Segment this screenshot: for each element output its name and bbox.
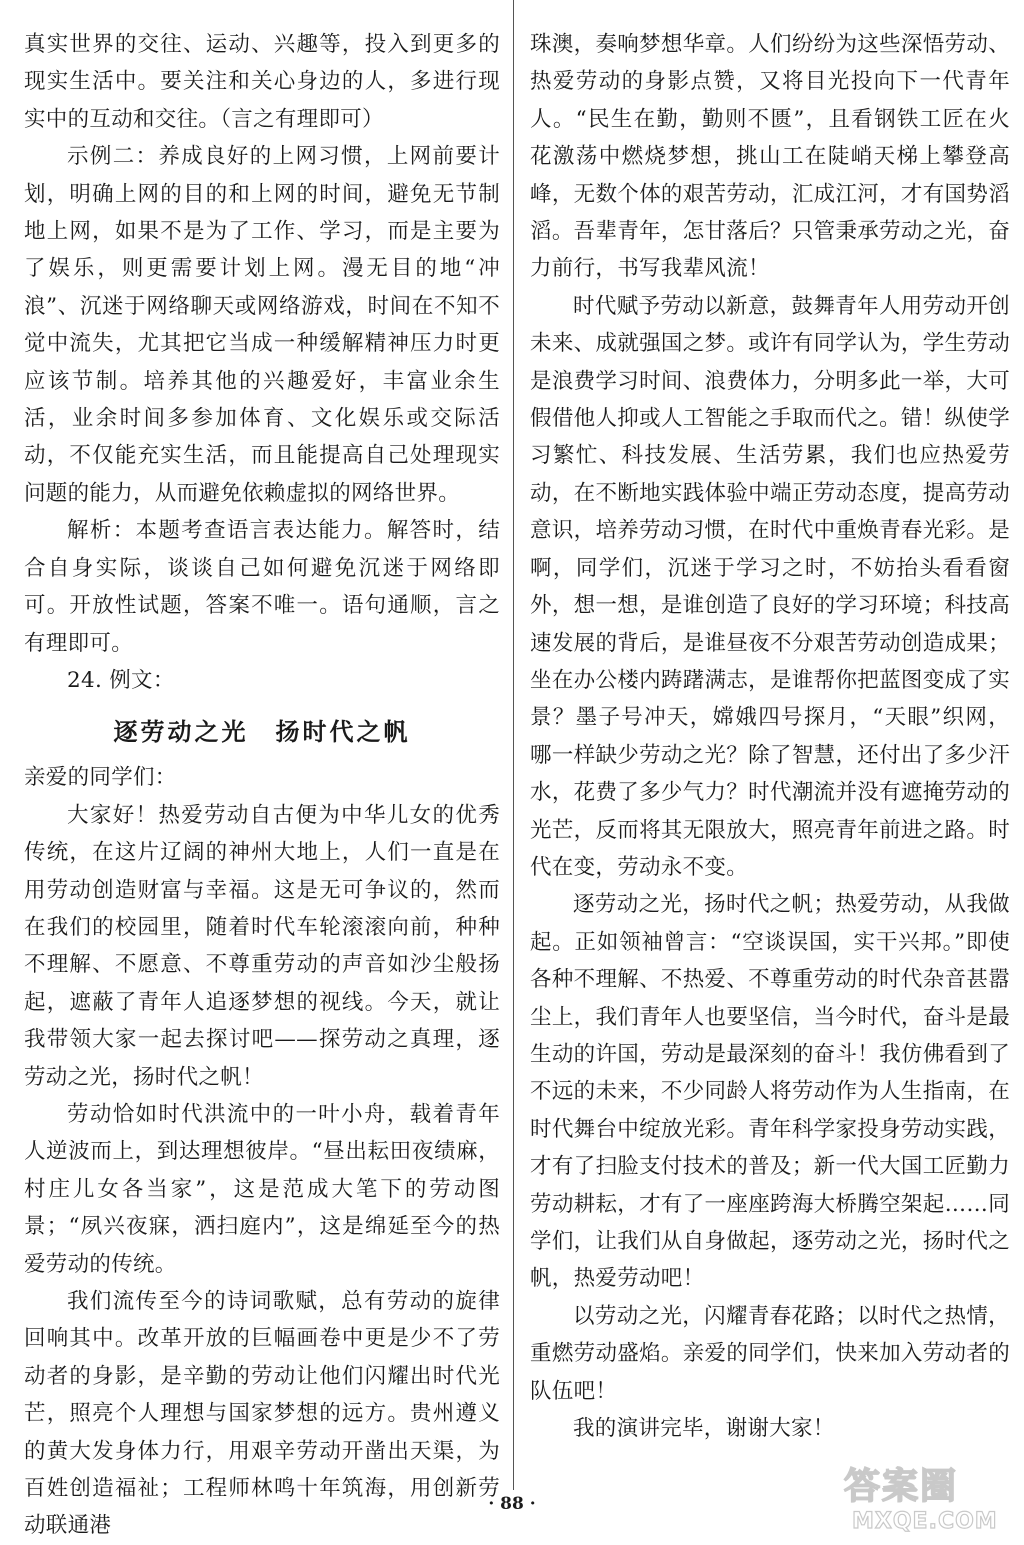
paragraph: 珠澳，奏响梦想华章。人们纷纷为这些深悟劳动、热爱劳动的身影点赞，又将目光投向下一代青年人。“民生在勤，勤则不匮”，且看钢铁工匠在火花激荡中燃烧梦想，挑山工在陡峭天梯上攀登高峰，无数个体的艰苦劳动，汇成江河，才有国势滔滔。吾辈青年，怎甘落后？只管秉承劳动之光，奋力前行，书写我辈风流！ <box>530 32 1010 282</box>
watermark-logo <box>836 1458 1018 1532</box>
essay-title: 逐劳动之光 扬时代之帆 <box>113 717 411 747</box>
paragraph: 真实世界的交往、运动、兴趣等，投入到更多的现实生活中。要关注和关心身边的人，多进行现实中的互动和交往。（言之有理即可） <box>24 32 500 132</box>
salutation: 亲爱的同学们： <box>24 765 177 791</box>
left-column <box>24 26 500 1545</box>
paragraph: 示例二：养成良好的上网习惯，上网前要计划，明确上网的目的和上网的时间，避免无节制地上网，如果不是为了工作、学习，而是主要为了娱乐，则更需要计划上网。漫无目的地“冲浪”、沉迷于网络聊天或网络游戏，时间在不知不觉中流失，尤其把它当成一种缓解精神压力时更应该节制。培养其他的兴趣爱好，丰富业余生活，业余时间多参加体育、文化娱乐或交际活动，不仅能充实生活，而且能提高自己处理现实问题的能力，从而避免依赖虚拟的网络世界。 <box>24 144 500 506</box>
paragraph: 劳动恰如时代洪流中的一叶小舟，载着青年人逆波而上，到达理想彼岸。“昼出耘田夜绩麻，村庄儿女各当家”，这是范成大笔下的劳动图景；“夙兴夜寐，洒扫庭内”，这是绵延至今的热爱劳动的传统。 <box>24 1101 500 1277</box>
paragraph: 时代赋予劳动以新意，鼓舞青年人用劳动开创未来、成就强国之梦。或许有同学认为，学生劳动是浪费学习时间、浪费体力，分明多此一举，大可假借他人抑或人工智能之手取而代之。错！纵使学习繁忙、科技发展、生活劳累，我们也应热爱劳动，在不断地实践体验中端正劳动态度，提高劳动意识，培养劳动习惯，在时代中重焕青春光彩。是啊，同学们，沉迷于学习之时，不妨抬头看看窗外，想一想，是谁创造了良好的学习环境；科技高速发展的背后，是谁昼夜不分艰苦劳动创造成果；坐在办公楼内踌躇满志，是谁帮你把蓝图变成了实景？墨子号冲天，嫦娥四号探月，“天眼”织网，哪一样缺少劳动之光？除了智慧，还付出了多少汗水，花费了多少气力？时代潮流并没有遮掩劳动的光芒，反而将其无限放大，照亮青年前进之路。时代在变，劳动永不变。 <box>530 293 1010 880</box>
paragraph: 我们流传至今的诗词歌赋，总有劳动的旋律回响其中。改革开放的巨幅画卷中更是少不了劳动者的身影，是辛勤的劳动让他们闪耀出时代光芒，照亮个人理想与国家梦想的远方。贵州遵义的黄大发身体力行，用艰辛劳动开凿出天渠，为百姓创造福祉；工程师林鸣十年筑海，用创新劳动联通港 <box>24 1289 500 1539</box>
svg-text:答案圈: 答案圈 <box>844 1466 959 1507</box>
svg-text:MXQE.COM: MXQE.COM <box>852 1509 998 1532</box>
closing-line: 我的演讲完毕，谢谢大家！ <box>573 1416 835 1442</box>
right-column <box>530 26 1010 1447</box>
question-label: 24. 例文： <box>67 667 175 693</box>
paragraph: 大家好！热爱劳动自古便为中华儿女的优秀传统，在这片辽阔的神州大地上，人们一直是在用劳动创造财富与幸福。这是无可争议的，然而在我们的校园里，随着时代车轮滚滚向前，种种不理解、不愿意、不尊重劳动的声音如沙尘般扬起，遮蔽了青年人追逐梦想的视线。今天，就让我带领大家一起去探讨吧——探劳动之真理，逐劳动之光，扬时代之帆！ <box>24 802 500 1090</box>
column-divider <box>513 0 514 1490</box>
paragraph: 以劳动之光，闪耀青春花路；以时代之热情，重燃劳动盛焰。亲爱的同学们，快来加入劳动者的队伍吧！ <box>530 1303 1010 1404</box>
paragraph: 逐劳动之光，扬时代之帆；热爱劳动，从我做起。正如领袖曾言：“空谈误国，实干兴邦。”即使各种不理解、不热爱、不尊重劳动的时代杂音甚嚣尘上，我们青年人也要坚信，当今时代，奋斗是最生动的许国，劳动是最深刻的奋斗！我仿佛看到了不远的未来，不少同龄人将劳动作为人生指南，在时代舞台中绽放光彩。青年科学家投身劳动实践，才有了扫脸支付技术的普及；新一代大国工匠勤力劳动耕耘，才有了一座座跨海大桥腾空架起……同学们，让我们从自身做起，逐劳动之光，扬时代之帆，热爱劳动吧！ <box>530 892 1010 1292</box>
paragraph: 解析：本题考查语言表达能力。解答时，结合自身实际，谈谈自己如何避免沉迷于网络即可。开放性试题，答案不唯一。语句通顺，言之有理即可。 <box>24 518 500 656</box>
page-number: · 88 · <box>488 1494 536 1514</box>
